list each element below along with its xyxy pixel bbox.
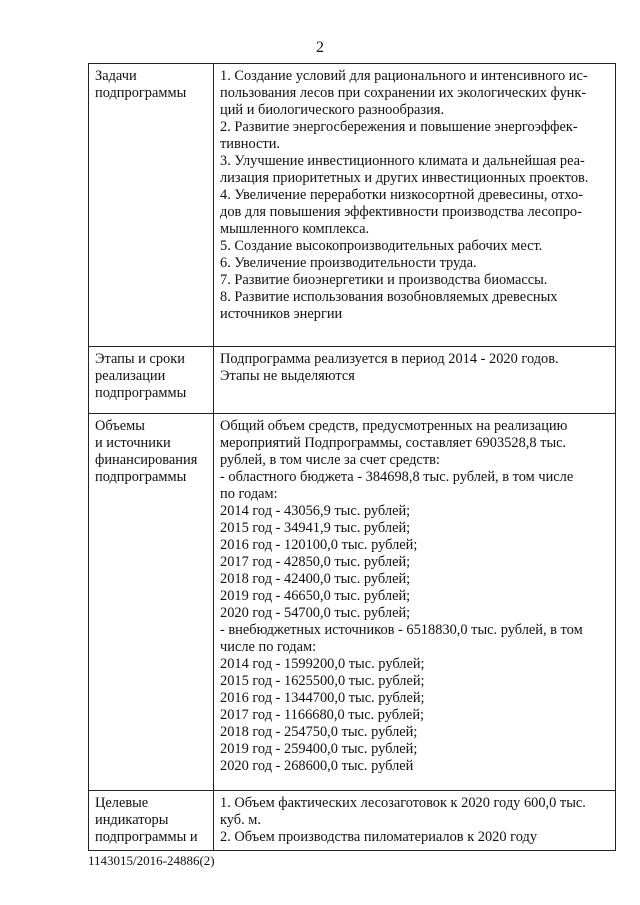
table-row-indicators: [89, 791, 616, 851]
text-line: 2018 год - 254750,0 тыс. рублей;: [220, 724, 418, 740]
label-line: подпрограммы: [95, 85, 187, 101]
text-line: - внебюджетных источников - 6518830,0 тыс. рублей, в том: [220, 622, 583, 638]
text-line: по годам:: [220, 486, 278, 502]
label-line: Этапы и сроки: [95, 351, 185, 367]
text-line: 8. Развитие использования возобновляемых древесных: [220, 289, 558, 305]
value-cell-funding: [214, 414, 616, 791]
text-line: куб. м.: [220, 812, 262, 828]
label-line: и источники: [95, 435, 171, 451]
label-line: Объемы: [95, 418, 145, 434]
text-line: рублей, в том числе за счет средств:: [220, 452, 440, 468]
text-line: 5. Создание высокопроизводительных рабочих мест.: [220, 238, 543, 254]
text-line: 2014 год - 1599200,0 тыс. рублей;: [220, 656, 425, 672]
text-line: 6. Увеличение производительности труда.: [220, 255, 477, 271]
text-line: числе по годам:: [220, 639, 317, 655]
text-line: 3. Улучшение инвестиционного климата и дальнейшая реа-: [220, 153, 585, 169]
text-line: лизация приоритетных и других инвестиционных проектов.: [220, 170, 589, 186]
label-line: Целевые: [95, 795, 149, 811]
label-cell-funding: [89, 414, 214, 791]
text-line: ций и биологического разнообразия.: [220, 102, 445, 118]
text-line: 7. Развитие биоэнергетики и производства биомассы.: [220, 272, 548, 288]
text-line: Этапы не выделяются: [220, 368, 355, 384]
text-line: 2018 год - 42400,0 тыс. рублей;: [220, 571, 411, 587]
label-line: подпрограммы: [95, 385, 187, 401]
value-cell-stages: [214, 347, 616, 414]
text-line: 2020 год - 54700,0 тыс. рублей;: [220, 605, 411, 621]
value-cell-tasks: [214, 64, 616, 347]
label-line: финансирования: [95, 452, 198, 468]
text-line: 2. Развитие энергосбережения и повышение энергоэффек-: [220, 119, 578, 135]
text-line: 2017 год - 42850,0 тыс. рублей;: [220, 554, 411, 570]
text-line: 2016 год - 120100,0 тыс. рублей;: [220, 537, 418, 553]
value-cell-indicators: [214, 791, 616, 851]
label-line: реализации: [95, 368, 166, 384]
label-line: подпрограммы: [95, 469, 187, 485]
table-row-stages: [89, 347, 616, 414]
text-line: Подпрограмма реализуется в период 2014 - 2020 годов.: [220, 351, 559, 367]
table-row-tasks: [89, 64, 616, 347]
text-line: 2015 год - 1625500,0 тыс. рублей;: [220, 673, 425, 689]
text-line: 2014 год - 43056,9 тыс. рублей;: [220, 503, 411, 519]
text-line: 2016 год - 1344700,0 тыс. рублей;: [220, 690, 425, 706]
label-cell-indicators: [89, 791, 214, 851]
page-number: 2: [316, 39, 324, 56]
text-line: мышленного комплекса.: [220, 221, 370, 237]
label-line: индикаторы: [95, 812, 169, 828]
table-row-funding: [89, 414, 616, 791]
text-line: 2019 год - 259400,0 тыс. рублей;: [220, 741, 418, 757]
text-line: 4. Увеличение переработки низкосортной древесины, отхо-: [220, 187, 584, 203]
text-line: 2. Объем производства пиломатериалов к 2020 году: [220, 829, 538, 845]
text-line: 2019 год - 46650,0 тыс. рублей;: [220, 588, 411, 604]
label-line: Задачи: [95, 68, 137, 84]
text-line: источников энергии: [220, 306, 343, 322]
text-line: дов для повышения эффективности производства лесопро-: [220, 204, 582, 220]
text-line: 2020 год - 268600,0 тыс. рублей: [220, 758, 414, 774]
document-code: 1143015/2016-24886(2): [88, 853, 215, 868]
text-line: - областного бюджета - 384698,8 тыс. рублей, в том числе: [220, 469, 574, 485]
text-line: 2015 год - 34941,9 тыс. рублей;: [220, 520, 411, 536]
text-line: 1. Создание условий для рационального и интенсивного ис-: [220, 68, 588, 84]
label-cell-tasks: [89, 64, 214, 347]
label-cell-stages: [89, 347, 214, 414]
text-line: пользования лесов при сохранении их экологических функ-: [220, 85, 587, 101]
text-line: Общий объем средств, предусмотренных на реализацию: [220, 418, 568, 434]
text-line: мероприятий Подпрограммы, составляет 6903528,8 тыс.: [220, 435, 567, 451]
text-line: 2017 год - 1166680,0 тыс. рублей;: [220, 707, 425, 723]
label-line: подпрограммы и: [95, 829, 198, 845]
subprogram-passport-table: [88, 63, 616, 851]
text-line: 1. Объем фактических лесозаготовок к 2020 году 600,0 тыс.: [220, 795, 586, 811]
text-line: тивности.: [220, 136, 281, 152]
